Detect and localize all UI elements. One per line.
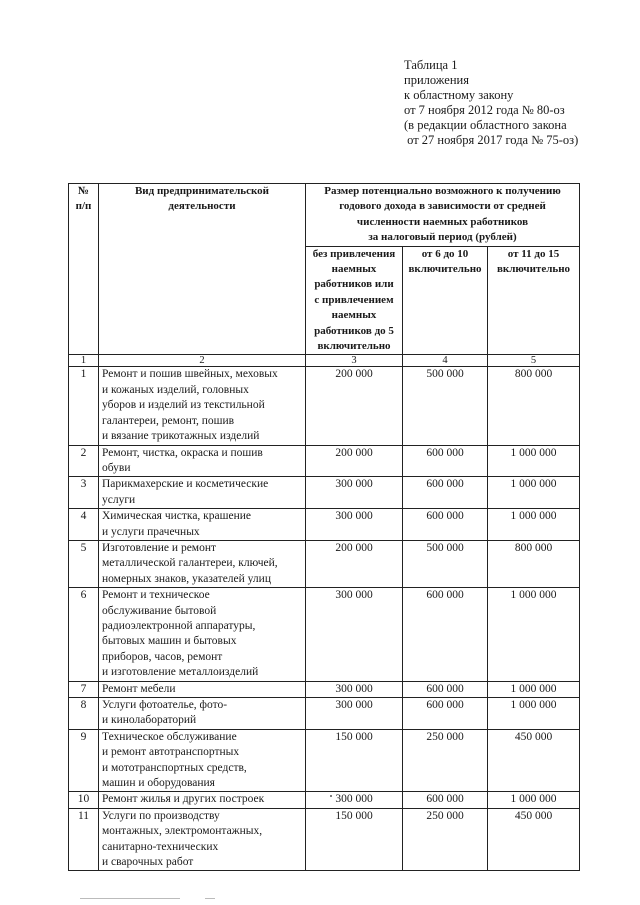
row-value-6-to-10: 500 000: [403, 540, 488, 587]
row-number: 9: [69, 729, 99, 792]
row-value-up-to-5: 300 000: [306, 698, 403, 730]
row-activity: Техническое обслуживание и ремонт автотранспортных и мототранспортных средств, машин и оборудования: [99, 729, 306, 792]
row-value-6-to-10: 250 000: [403, 729, 488, 792]
subheader-6-to-10: от 6 до 10 включительно: [403, 246, 488, 355]
table-row: [69, 698, 580, 730]
row-value-11-to-15: 450 000: [488, 808, 580, 871]
table-row: [69, 588, 580, 681]
row-value-6-to-10: 600 000: [403, 509, 488, 541]
header-line: (в редакции областного закона: [404, 118, 567, 132]
row-activity: Изготовление и ремонт металлической галантереи, ключей, номерных знаков, указателей улиц: [99, 540, 306, 587]
row-value-11-to-15: 1 000 000: [488, 588, 580, 681]
table-row: [69, 792, 580, 808]
row-activity: Парикмахерские и косметические услуги: [99, 477, 306, 509]
row-number: 6: [69, 588, 99, 681]
row-activity: Ремонт и техническое обслуживание бытовой радиоэлектронной аппаратуры, бытовых машин и бытовых приборов, часов, ремонт и изготовление металлоизделий: [99, 588, 306, 681]
row-number: 4: [69, 509, 99, 541]
row-value-11-to-15: 1 000 000: [488, 445, 580, 477]
column-index-row: [69, 355, 580, 367]
row-value-11-to-15: 1 000 000: [488, 681, 580, 697]
row-value-11-to-15: 1 000 000: [488, 509, 580, 541]
header-line: к областному закону: [404, 88, 514, 102]
row-number: 5: [69, 540, 99, 587]
table-row: [69, 540, 580, 587]
row-value-11-to-15: 800 000: [488, 540, 580, 587]
table-row: [69, 681, 580, 697]
header-line: от 7 ноября 2012 года № 80-оз: [404, 103, 565, 117]
row-activity: Ремонт жилья и других построек: [99, 792, 306, 808]
row-number: 3: [69, 477, 99, 509]
row-value-6-to-10: 600 000: [403, 681, 488, 697]
table-row: [69, 477, 580, 509]
row-activity: Ремонт мебели: [99, 681, 306, 697]
row-activity: Услуги по производству монтажных, электромонтажных, санитарно-технических и сварочных работ: [99, 808, 306, 871]
row-value-11-to-15: 450 000: [488, 729, 580, 792]
row-value-6-to-10: 500 000: [403, 367, 488, 445]
index-cell: 1: [69, 355, 99, 367]
row-value-6-to-10: 600 000: [403, 477, 488, 509]
index-cell: 3: [306, 355, 403, 367]
table-row: [69, 445, 580, 477]
col-header-activity: Вид предпринимательской деятельности: [99, 184, 306, 355]
table-row: [69, 367, 580, 445]
table-row: [69, 509, 580, 541]
header-line: от 27 ноября 2017 года № 75-оз): [404, 133, 579, 147]
row-value-up-to-5: 300 000: [306, 681, 403, 697]
income-table: [68, 183, 580, 871]
subheader-up-to-5: без привлечения наемных работников или с привлечением наемных работников до 5 включительно: [306, 246, 403, 355]
row-value-up-to-5: 150 000: [306, 729, 403, 792]
header-line: Таблица 1: [404, 58, 458, 72]
row-value-11-to-15: 800 000: [488, 367, 580, 445]
row-activity: Ремонт, чистка, окраска и пошив обуви: [99, 445, 306, 477]
row-value-up-to-5: 300 000: [306, 588, 403, 681]
row-value-up-to-5: 200 000: [306, 367, 403, 445]
row-number: 1: [69, 367, 99, 445]
document-header: [404, 58, 634, 148]
row-number: 11: [69, 808, 99, 871]
index-cell: 5: [488, 355, 580, 367]
index-cell: 2: [99, 355, 306, 367]
row-number: 7: [69, 681, 99, 697]
row-activity: Ремонт и пошив швейных, меховых и кожаных изделий, головных уборов и изделий из текстильной галантереи, ремонт, пошив и вязание трикотажных изделий: [99, 367, 306, 445]
row-value-6-to-10: 600 000: [403, 588, 488, 681]
row-activity: Химическая чистка, крашение и услуги прачечных: [99, 509, 306, 541]
footer-rule: [205, 898, 215, 899]
scan-speck: [330, 795, 332, 797]
row-value-6-to-10: 600 000: [403, 445, 488, 477]
row-value-up-to-5: 300 000: [306, 477, 403, 509]
row-value-6-to-10: 250 000: [403, 808, 488, 871]
col-header-income: Размер потенциально возможного к получению годового дохода в зависимости от средней численности наемных работников за налоговый период (рублей): [306, 184, 580, 247]
subheader-11-to-15: от 11 до 15 включительно: [488, 246, 580, 355]
row-value-up-to-5: 200 000: [306, 445, 403, 477]
row-number: 10: [69, 792, 99, 808]
row-value-up-to-5: 300 000: [306, 509, 403, 541]
row-value-6-to-10: 600 000: [403, 698, 488, 730]
footer-rule: [80, 898, 180, 899]
row-value-up-to-5: 150 000: [306, 808, 403, 871]
row-number: 8: [69, 698, 99, 730]
row-value-11-to-15: 1 000 000: [488, 792, 580, 808]
row-activity: Услуги фотоателье, фото- и кинолабораторий: [99, 698, 306, 730]
col-header-number: № п/п: [69, 184, 99, 355]
table-row: [69, 729, 580, 792]
row-value-11-to-15: 1 000 000: [488, 477, 580, 509]
index-cell: 4: [403, 355, 488, 367]
row-value-up-to-5: 300 000: [306, 792, 403, 808]
header-line: приложения: [404, 73, 469, 87]
row-value-11-to-15: 1 000 000: [488, 698, 580, 730]
row-number: 2: [69, 445, 99, 477]
table-row: [69, 808, 580, 871]
row-value-up-to-5: 200 000: [306, 540, 403, 587]
row-value-6-to-10: 600 000: [403, 792, 488, 808]
